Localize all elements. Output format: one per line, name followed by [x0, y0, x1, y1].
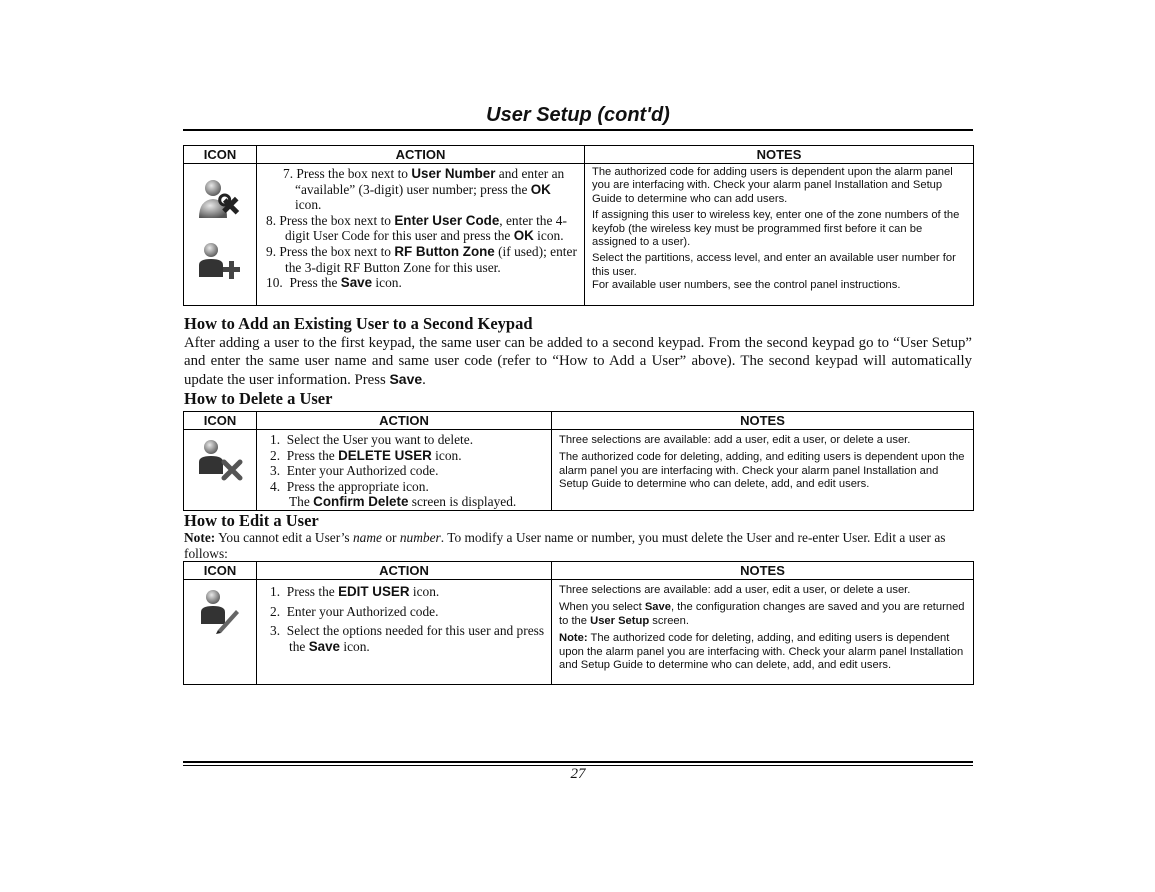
add-user-icon [196, 241, 244, 281]
step-item: 3. Select the options needed for this user and press the Save icon. [270, 623, 545, 654]
edit-user-note: Note: You cannot edit a User’s name or number. To modify a User name or number, you must delete the User and re-enter User. Edit a user as follows: [184, 530, 946, 561]
icon-header: ICON [184, 412, 257, 430]
action-header: ACTION [257, 146, 585, 164]
step-item: 1. Press the EDIT USER icon. [270, 584, 440, 599]
notes-cell [552, 580, 974, 685]
icon-header: ICON [184, 562, 257, 580]
icon-cell [184, 164, 257, 306]
action-cell [257, 430, 552, 511]
notes-cell [585, 164, 974, 306]
notes-cell [552, 430, 974, 511]
edit-user-heading: How to Edit a User [184, 511, 319, 530]
step-item: 8. Press the box next to Enter User Code, enter the 4-digit User Code for this user and press the OK icon. [266, 212, 567, 244]
step-item: 2. Press the DELETE USER icon. [270, 447, 462, 463]
action-cell [257, 580, 552, 685]
icon-cell [184, 580, 257, 685]
footer-rule [183, 761, 973, 763]
note-text: Three selections are available: add a user, edit a user, or delete a user. [559, 584, 911, 596]
add-user-table [183, 145, 974, 306]
note-text: The authorized code for adding users is dependent upon the alarm panel you are interfacing with. Check your alarm panel Installation and Setup Guide to determine who can add users. [592, 166, 953, 205]
existing-user-heading: How to Add an Existing User to a Second Keypad [184, 314, 533, 333]
delete-user-table [183, 411, 974, 511]
note-text: For available user numbers, see the control panel instructions. [592, 279, 901, 292]
step-item: 4. Press the appropriate icon. [270, 478, 429, 494]
delete-user-icon [196, 438, 244, 482]
action-header: ACTION [257, 412, 552, 430]
edit-user-icon [196, 588, 244, 634]
notes-header: NOTES [552, 562, 974, 580]
delete-user-heading: How to Delete a User [184, 389, 333, 408]
step-item: 3. Enter your Authorized code. [270, 463, 439, 479]
step-item: 10. Press the Save icon. [266, 275, 402, 291]
confirm-text: The Confirm Delete screen is displayed. [289, 494, 517, 510]
icon-header: ICON [184, 146, 257, 164]
step-item: 9. Press the box next to RF Button Zone (if used); enter the 3-digit RF Button Zone for this user. [266, 243, 577, 275]
note-text: The authorized code for deleting, adding, and editing users is dependent upon the alarm panel you are interfacing with. Check your alarm panel Installation and Setup Guide to determine who can delete, add, and edit users. [559, 451, 965, 491]
note-text: Select the partitions, access level, and enter an available user number for this user. [592, 252, 956, 278]
note-text: When you select Save, the configuration changes are saved and you are returned to the User Setup screen. [559, 601, 965, 627]
page-number: 27 [570, 766, 586, 782]
action-cell [257, 164, 585, 306]
title-rule [183, 129, 973, 131]
page-title: User Setup (cont'd) [486, 104, 670, 126]
icon-cell [184, 430, 257, 511]
step-item: 1. Select the User you want to delete. [270, 432, 474, 447]
notes-header: NOTES [552, 412, 974, 430]
action-header: ACTION [257, 562, 552, 580]
step-item: 2. Enter your Authorized code. [270, 603, 439, 619]
note-text: Three selections are available: add a user, edit a user, or delete a user. [559, 434, 911, 446]
note-text: Note: The authorized code for deleting, adding, and editing users is dependent upon the alarm panel you are interfacing with. Check your alarm panel Installation and Setup Guide to determine who can delete, add, and edit users. [559, 632, 964, 672]
notes-header: NOTES [585, 146, 974, 164]
note-text: If assigning this user to wireless key, enter one of the zone numbers of the keyfob (the wireless key must be programmed first before it can be assigned to a user). [592, 209, 960, 249]
existing-user-body: After adding a user to the first keypad, the same user can be added to a second keypad. From the second keypad go to “User Setup” and enter the same user name and same user code (refer to “How to Add a User” above). The second keypad will automatically update the user information. Press Save. [184, 335, 972, 388]
user-key-icon [196, 178, 244, 222]
edit-user-table [183, 561, 974, 685]
step-item: 7. Press the box next to User Number and enter an “available” (3-digit) user number; press the OK icon. [283, 166, 565, 213]
